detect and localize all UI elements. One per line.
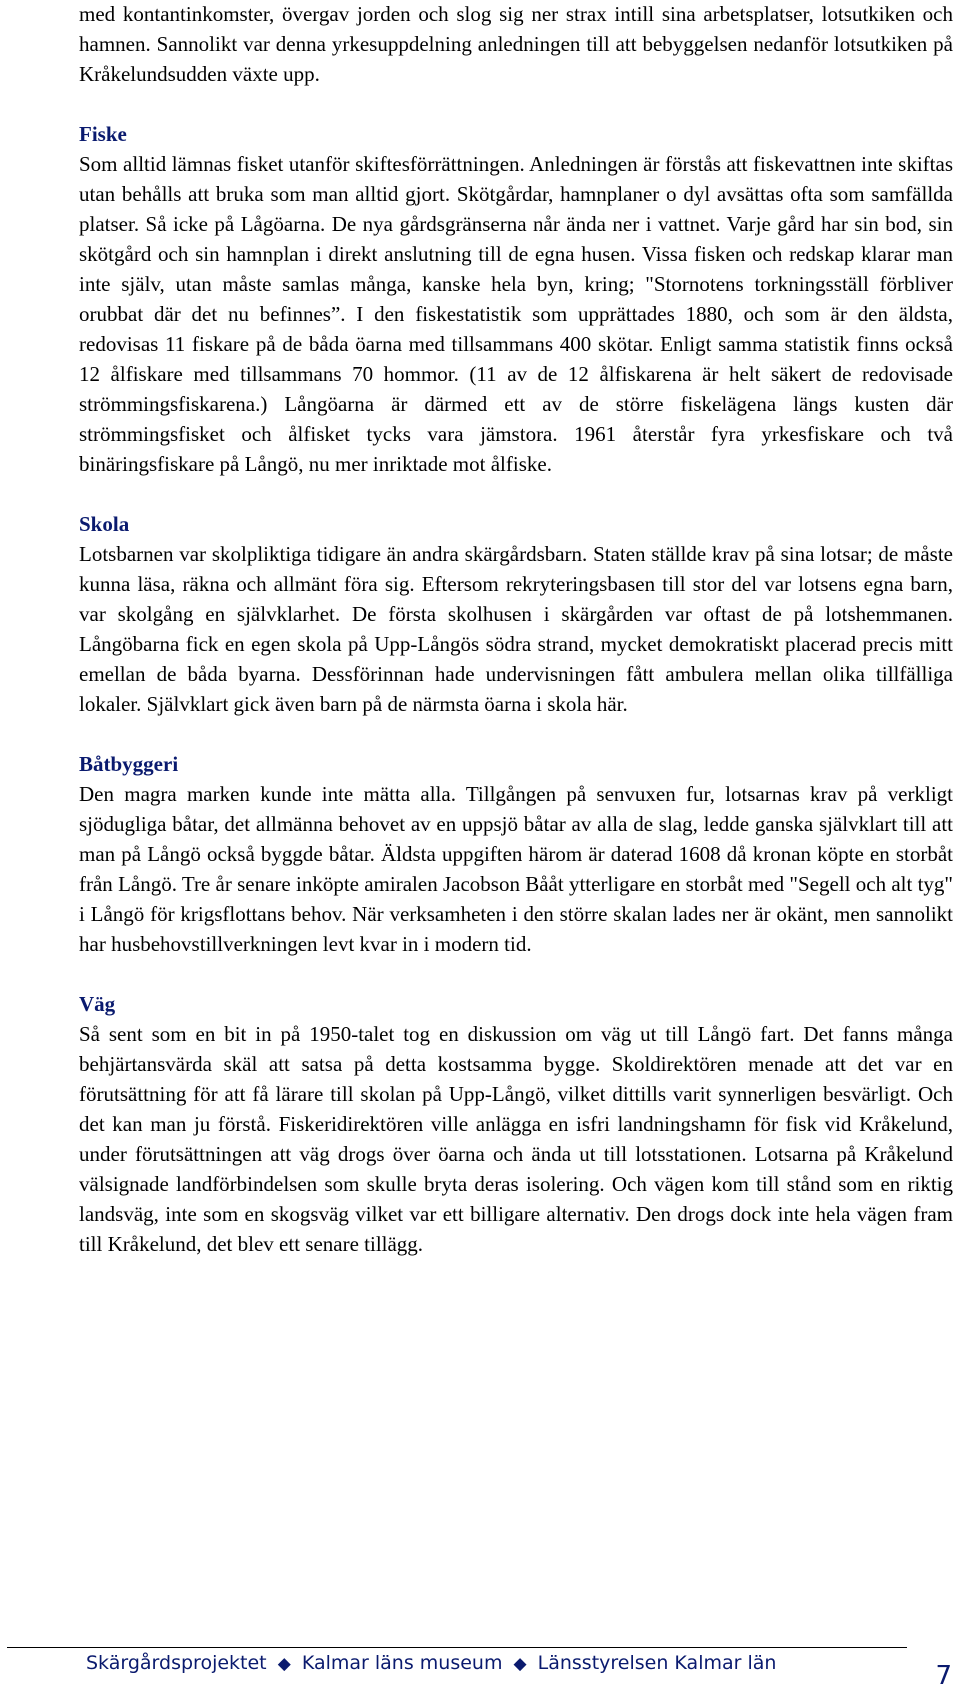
section-heading: Väg	[79, 992, 116, 1016]
section-paragraph: Lotsbarnen var skolpliktiga tidigare än andra skärgårdsbarn. Staten ställde krav på sina lotsar; de måste kunna läsa, räkna och allmänt föra sig. Eftersom rekryteringsbasen till stor del var lotsens egna barn, var skolgång en självklarhet. De första skolhusen i skärgården var oftast de på lotshemmanen. Långöbarna fick en egen skola på Upp-Långös södra strand, mycket demokratiskt placerad precis mitt emellan de båda byarna. Dessförinnan hade undervisningen fått ambulera mellan olika tillfälliga lokaler. Självklart gick även barn på de närmsta öarna i skola här.	[79, 542, 953, 716]
document-body	[79, 0, 953, 1259]
section-paragraph: Så sent som en bit in på 1950-talet tog en diskussion om väg ut till Långö fart. Det fanns många behjärtansvärda skäl att satsa på detta kostsamma bygge. Skoldirektören menade att det var en förutsättning för att få lärare till skolan på Upp-Långö, vilket dittills varit synnerligen besvärligt. Och det kan man ju förstå. Fiskeridirektören ville anlägga en isfri landningshamn för fisk vid Kråkelund, under förutsättningen att väg drogs över öarna och ända ut till lotsstationen. Lotsarna på Kråkelund välsignade landförbindelsen som skulle bryta deras isolering. Och vägen kom till stånd som en riktig landsväg, inte som en skogsväg vilket var ett billigare alternativ. Den drogs dock inte hela vägen fram till Kråkelund, det blev ett senare tillägg.	[79, 1022, 953, 1256]
section-paragraph: Den magra marken kunde inte mätta alla. Tillgången på senvuxen fur, lotsarnas krav på verkligt sjödugliga båtar, det allmänna behovet av en uppsjö båtar av alla de slag, ledde ganska självklart till att man på Långö också byggde båtar. Äldsta uppgiften härom är daterad 1608 då kronan köpte en storbåt från Långö. Tre år senare inköpte amiralen Jacobson Bååt ytterligare en storbåt med "Segell och alt tyg" i Långö för krigsflottans behov. När verksamheten i den större skalan lades ner är okänt, men sannolikt har husbehovstillverkningen levt kvar in i modern tid.	[79, 782, 953, 956]
footer	[86, 1650, 776, 1677]
section-heading: Skola	[79, 512, 130, 536]
footer-authority-name: Länsstyrelsen Kalmar län	[537, 1652, 777, 1674]
section-vag	[79, 989, 953, 1259]
section-batbyggeri	[79, 749, 953, 959]
section-fiske	[79, 119, 953, 479]
section-paragraph: Som alltid lämnas fisket utanför skiftesförrättningen. Anledningen är förstås att fiskevattnen inte skiftas utan behålls att bruka som man alltid gjort. Skötgårdar, hamnplaner o dyl avsättas ofta som samfällda platser. Så icke på Lågöarna. De nya gårdsgränserna når ända ner i vattnet. Varje gård har sin bod, sin skötgård och sin hamnplan i direkt anslutning till de egna husen. Vissa fisken och redskap klarar man inte själv, utan måste samlas många, kanske hela byn, kring; "Stornotens torkningsställ förbliver orubbat där det nu befinnes”. I den fiskestatistik som upprättades 1880, och som är den äldsta, redovisas 11 fiskare på de båda öarna med tillsammans 400 skötar. Enligt samma statistik finns också 12 ålfiskare med tillsammans 70 hommor. (11 av de 12 ålfiskarena är helt säkert de redovisade strömmingsfiskarena.) Långöarna är därmed ett av de större fiskelägena längs kusten där strömmingsfisket och ålfisket tycks vara jämstora. 1961 återstår fyra yrkesfiskare och två binäringsfiskare på Långö, nu mer inriktade mot ålfiske.	[79, 152, 953, 476]
footer-divider	[7, 1647, 907, 1648]
section-heading: Fiske	[79, 122, 127, 146]
section-skola	[79, 509, 953, 719]
opening-paragraph: med kontantinkomster, övergav jorden och slog sig ner strax intill sina arbetsplatser, lotsutkiken och hamnen. Sannolikt var denna yrkesuppdelning anledningen till att bebyggelsen nedanför lotsutkiken på Kråkelundsudden växte upp.	[79, 2, 953, 86]
footer-project-name: Skärgårdsprojektet	[86, 1652, 267, 1674]
diamond-separator-icon: ◆	[277, 1654, 291, 1674]
diamond-separator-icon: ◆	[513, 1654, 527, 1674]
page-number: 7	[935, 1661, 952, 1691]
footer-museum-name: Kalmar läns museum	[301, 1652, 503, 1674]
section-heading: Båtbyggeri	[79, 752, 179, 776]
